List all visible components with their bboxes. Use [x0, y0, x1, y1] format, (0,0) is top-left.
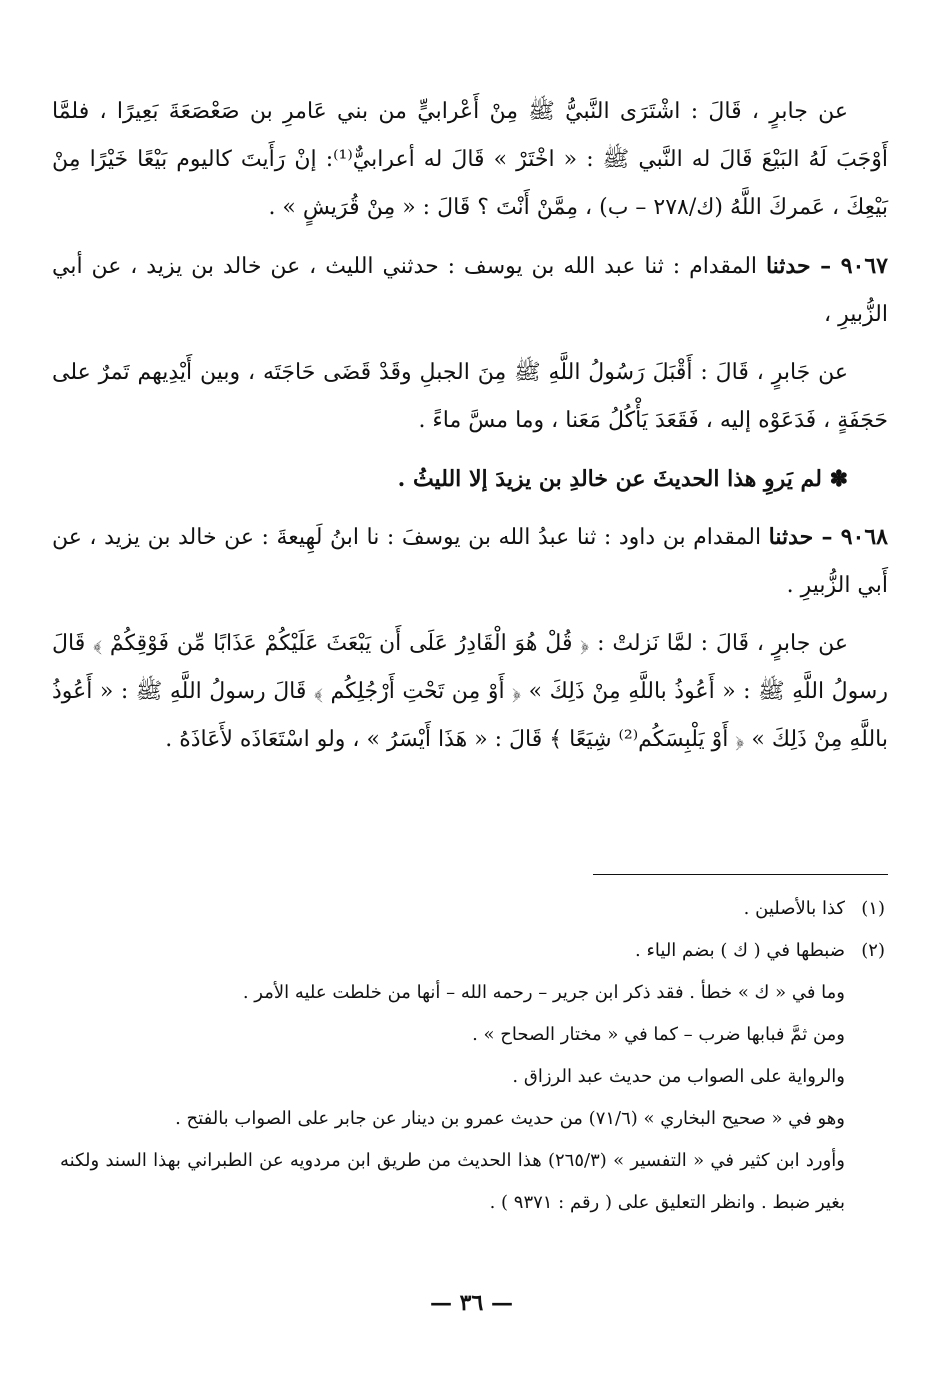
main-text — [52, 88, 888, 774]
hadith-chain-9068 — [52, 513, 888, 610]
footnote-separator — [593, 874, 888, 875]
hadith-dash: – — [813, 524, 841, 550]
hadith-chain-9067 — [52, 242, 888, 339]
hadith-lead-word: حدثنا — [768, 524, 814, 550]
page-number: — ٣٦ — — [430, 1290, 513, 1316]
hadith-remark: ✽ لم يَروِ هذا الحديثَ عن خالدِ بن يزيدَ إلا الليثُ . — [397, 466, 848, 492]
footnote-continuation: وهو في « صحيح البخاري » (٧١/٦) من حديث عمرو بن دينار عن جابر على الصواب بالفتح . — [175, 1108, 845, 1129]
footnote-text: ضبطها في ( ك ) بضم الياء . — [635, 940, 845, 961]
footnote-number: (٢) — [861, 940, 885, 961]
footnote-2 — [60, 930, 885, 972]
hadith-dash: – — [810, 253, 841, 279]
hadith-text-paragraph: عن جَابرٍ ، قَالَ : أَقْبَلَ رَسُولُ اللَّهِ ﷺ مِنَ الجبلِ وقَدْ قَضَى حَاجَتَه ، وبين أَيْدِيهم تَمرٌ على حَجَفَةٍ ، فَدَعَوْه إليه ، فَقَعَدَ يَأْكُلُ مَعَنا ، وما مسَّ ماءً . — [52, 360, 888, 433]
footnote-number: (١) — [861, 898, 885, 919]
footnote-text: كذا بالأصلين . — [743, 898, 845, 919]
hadith-lead-word: حدثنا — [765, 253, 811, 279]
footnote-1 — [60, 888, 885, 930]
hadith-number: ٩٠٦٧ — [840, 253, 888, 279]
footnote-continuation: ومن ثمَّ فبابها ضرب – كما في « مختار الصحاح » . — [472, 1024, 845, 1045]
hadith-chain-text: المقدام : ثنا عبد الله بن يوسف : حدثني الليث ، عن خالد بن يزيد ، عن أبي الزُّبيرِ ، — [52, 254, 888, 327]
footnote-continuation: وما في « ك » خطأ . فقد ذكر ابن جرير – رحمه الله – أنها من خلطت عليه الأمر . — [242, 982, 845, 1003]
footnote-continuation: والرواية على الصواب من حديث عبد الرزاق . — [512, 1066, 845, 1087]
hadith-chain-text: المقدام بن داود : ثنا عبدُ الله بن يوسفَ : نا ابنُ لَهِيعةَ : عن خالد بن يزيد ، عن أَبي الزُّبيرِ . — [52, 525, 888, 598]
hadith-text-paragraph: عن جابرٍ ، قَالَ : اشْتَرَى النَّبيُّ ﷺ مِنْ أَعْرابيٍّ من بني عَامرِ بن صَعْصَعَةَ بَعِيرًا ، فلمَّا أَوْجَبَ لَهُ البَيْعَ قَالَ له النَّبي ﷺ : « اخْتَرْ » قَالَ له أعرابيٌّ⁽¹⁾: إنْ رَأَيتَ كاليوم بَيْعًا خَيْرًا مِنْ بَيْعِكَ ، عَمركَ اللَّهُ (ك/٢٧٨ – ب) ، مِمَّنْ أَنْتَ ؟ قَالَ : « مِنْ قُرَيشٍ » . — [52, 99, 889, 220]
hadith-number: ٩٠٦٨ — [840, 524, 888, 550]
footnotes — [60, 888, 885, 1224]
footnote-continuation: وأورد ابن كثير في « التفسير » (٢٦٥/٣) هذا الحديث من طريق ابن مردويه عن الطبراني بهذا السند ولكنه بغير ضبط . وانظر التعليق على ( رقم : ٩٣٧١ ) . — [60, 1150, 845, 1213]
hadith-text-paragraph: عن جابرٍ ، قَالَ : لمَّا نَزلتْ : ﴿ قُلْ هُوَ الْقَادِرُ عَلَى أَن يَبْعَثَ عَلَيْكُمْ عَذَابًا مِّن فَوْقِكُمْ ﴾ قَالَ رسولُ اللَّهِ ﷺ : « أَعُوذُ باللَّهِ مِنْ ذَلِكَ » ﴿ أَوْ مِن تَحْتِ أَرْجُلِكُم ﴾ قَالَ رسولُ اللَّهِ ﷺ : « أَعُوذُ باللَّهِ مِنْ ذَلِكَ » ﴿ أَوْ يَلْبِسَكُم⁽²⁾ شِيَعًا ﴾ قَالَ : « هَذَا أَيْسَرُ » ، ولو اسْتَعَاذَه لأَعَاذَهُ . — [52, 631, 888, 752]
